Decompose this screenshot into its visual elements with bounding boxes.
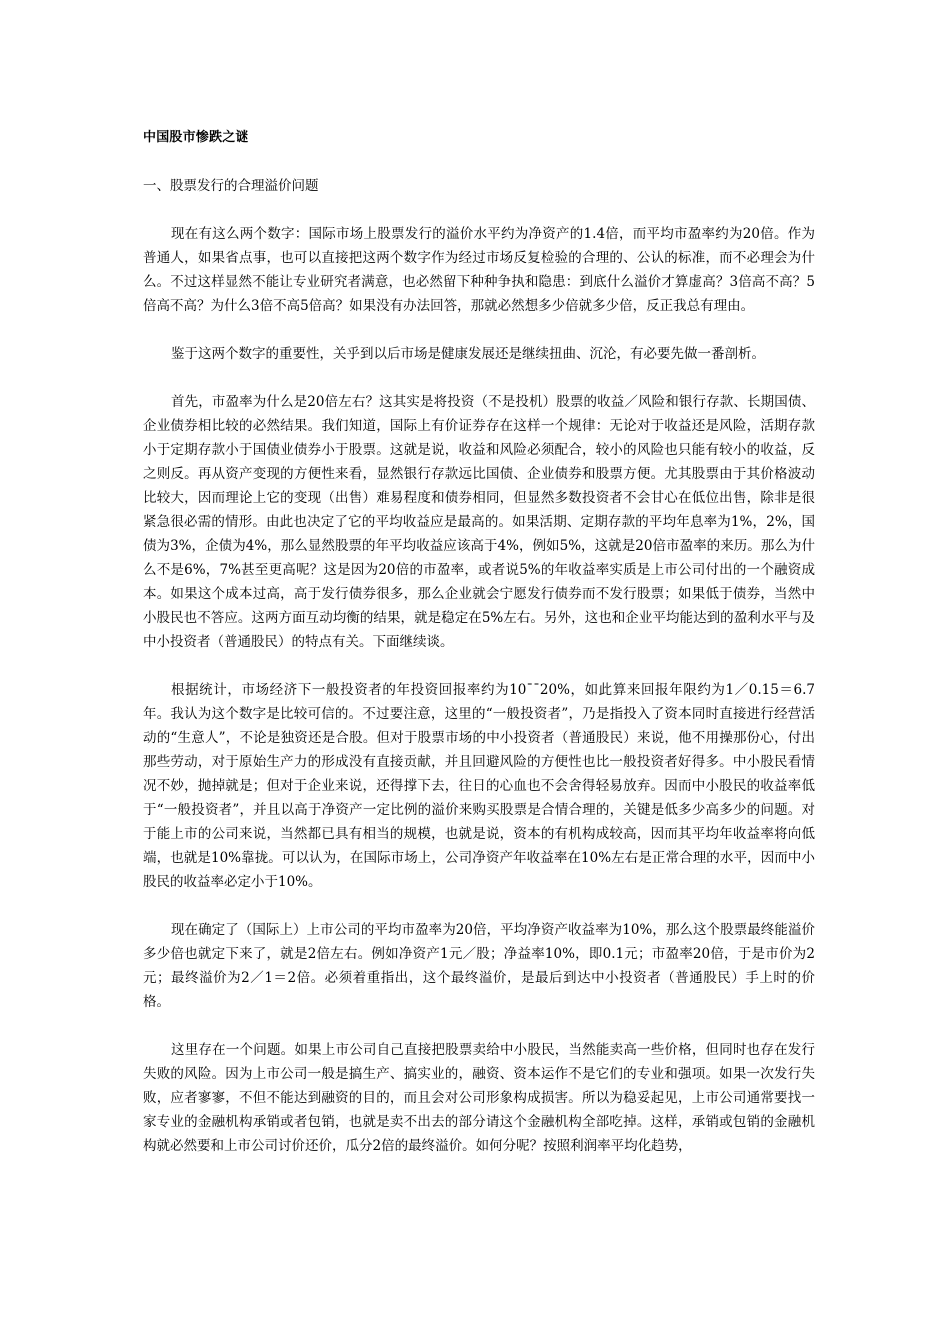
paragraph-2: 鉴于这两个数字的重要性，关乎到以后市场是健康发展还是继续扭曲、沉沦，有必要先做一番剖析。 (171, 346, 765, 362)
paragraph-4: 根据统计，市场经济下一般投资者的年投资回报率约为10¯¯20%，如此算来回报年限约为1／0.15＝6.7年。我认为这个数字是比较可信的。不过要注意，这里的“一般投资者”，乃是指投入了资本同时直接进行经营活动的“生意人”，不论是独资还是合股。但对于股票市场的中小投资者（普通股民）来说，他不用操那份心，付出那些劳动，对于原始生产力的形成没有直接贡献，并且回避风险的方便性也比一般投资者好得多。中小股民看情况不妙，抛掉就是；但对于企业来说，还得撑下去，往日的心血也不会舍得轻易放弃。因而中小股民的收益率低于“一般投资者”，并且以高于净资产一定比例的溢价来购买股票是合情合理的，关键是低多少高多少的问题。对于能上市的公司来说，当然都已具有相当的规模，也就是说，资本的有机构成较高，因而其平均年收益率将向低端，也就是10%靠拢。可以认为，在国际市场上，公司净资产年收益率在10%左右是正常合理的水平，因而中小股民的收益率必定小于10%。 (143, 682, 815, 890)
paragraph-5: 现在确定了（国际上）上市公司的平均市盈率为20倍，平均净资产收益率为10%，那么这个股票最终能溢价多少倍也就定下来了，就是2倍左右。例如净资产1元／股；净益率10%，即0.1元；市盈率20倍，于是市价为2元；最终溢价为2／1＝2倍。必须着重指出，这个最终溢价，是最后到达中小投资者（普通股民）手上时的价格。 (143, 922, 815, 1010)
paragraph-6: 这里存在一个问题。如果上市公司自己直接把股票卖给中小股民，当然能卖高一些价格，但同时也存在发行失败的风险。因为上市公司一般是搞生产、搞实业的，融资、资本运作不是它们的专业和强项。如果一次发行失败，应者寥寥，不但不能达到融资的目的，而且会对公司形象构成损害。所以为稳妥起见，上市公司通常要找一家专业的金融机构承销或者包销，也就是卖不出去的部分请这个金融机构全部吃掉。这样，承销或包销的金融机构就必然要和上市公司讨价还价，瓜分2倍的最终溢价。如何分呢？按照利润率平均化趋势， (143, 1042, 815, 1154)
paragraph-1: 现在有这么两个数字：国际市场上股票发行的溢价水平约为净资产的1.4倍，而平均市盈率约为20倍。作为普通人，如果省点事，也可以直接把这两个数字作为经过市场反复检验的合理的、公认的标准，而不必理会为什么。不过这样显然不能让专业研究者满意，也必然留下种种争执和隐患：到底什么溢价才算虚高？3倍高不高？5倍高不高？为什么3倍不高5倍高？如果没有办法回答，那就必然想多少倍就多少倍，反正我总有理由。 (143, 226, 815, 314)
document-title: 中国股市惨跌之谜 (143, 130, 249, 145)
document-page (143, 126, 815, 1158)
section-heading: 一、股票发行的合理溢价问题 (143, 178, 319, 194)
paragraph-3: 首先，市盈率为什么是20倍左右？这其实是将投资（不是投机）股票的收益／风险和银行存款、长期国债、企业债券相比较的必然结果。我们知道，国际上有价证券存在这样一个规律：无论对于收益还是风险，活期存款小于定期存款小于国债业债券小于股票。这就是说，收益和风险必须配合，较小的风险也只能有较小的收益，反之则反。再从资产变现的方便性来看，显然银行存款远比国债、企业债券和股票方便。尤其股票由于其价格波动比较大，因而理论上它的变现（出售）难易程度和债券相同，但显然多数投资者不会甘心在低位出售，除非是很紧急很必需的情形。由此也决定了它的平均收益应是最高的。如果活期、定期存款的平均年息率为1%，2%，国债为3%，企债为4%，那么显然股票的年平均收益应该高于4%，例如5%，这就是20倍市盈率的来历。那么为什么不是6%，7%甚至更高呢？这是因为20倍的市盈率，或者说5%的年收益率实质是上市公司付出的一个融资成本。如果这个成本过高，高于发行债券很多，那么企业就会宁愿发行债券而不发行股票；如果低于债券，当然中小股民也不答应。这两方面互动均衡的结果，就是稳定在5%左右。另外，这也和企业平均能达到的盈利水平与及中小投资者（普通股民）的特点有关。下面继续谈。 (143, 394, 815, 650)
